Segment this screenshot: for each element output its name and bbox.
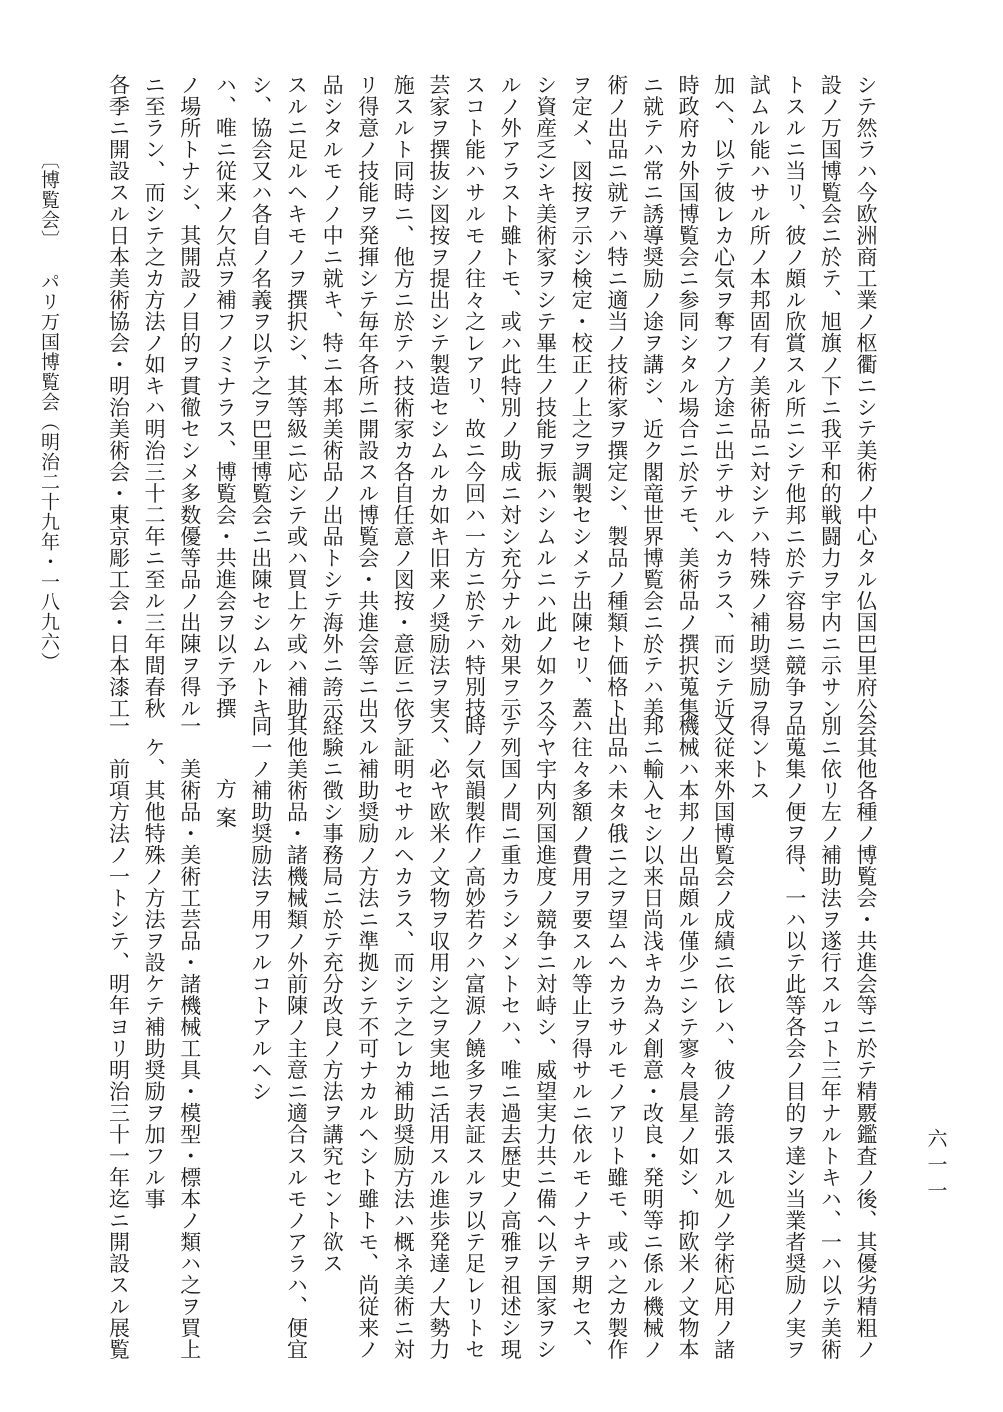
text-line: 設ノ万国博覧会ニ於テ、旭旗ノ下ニ我平和的戦闘力ヲ宇内ニ示サン: [818, 74, 843, 719]
text-line: 品蒐集ノ便ヲ得、一ハ以テ此等各会ノ目的ヲ達シ当業者奨励ノ実ヲ: [782, 715, 807, 1360]
text-line: ルノ外アラスト雖トモ、或ハ此特別ノ助成ニ対シ充分ナル効果ヲ示: [498, 74, 523, 719]
text-line: 経験ニ徴シ事務局ニ於テ充分改良ノ方法ヲ講究セント欲ス: [320, 715, 345, 1274]
text-line: リ得意ノ技能ヲ発揮シテ毎年各所ニ開設スル博覧会・共進会等ニ出: [355, 74, 380, 719]
text-line: 邦ニ輸入セシ以来日尚浅キカ為メ創意・改良・発明等ニ係ル機械ノ: [640, 715, 665, 1360]
text-line: 試ムル能ハサル所ノ本邦固有ノ美術品ニ対シテハ特殊ノ補助奨励ヲ: [747, 74, 772, 719]
text-line: ニ至ラン、而シテ之カ方法ノ如キハ明治三十二年ニ至ル三年間春秋: [142, 74, 167, 719]
text-line: 得ントス: [747, 715, 772, 801]
running-head-category: 〔博覧会〕: [38, 150, 60, 250]
text-line: 機械ハ本邦ノ出品頗ル僅少ニシテ寥々晨星ノ如シ、抑欧米ノ文物本: [676, 715, 701, 1360]
text-line: 別ニ依リ左ノ補助法ヲ遂行スルコト三年ナルトキハ、一ハ以テ美術: [818, 715, 843, 1360]
text-line: シ、協会又ハ各自ノ名義ヲ以テ之ヲ巴里博覧会ニ出陳セシムルトキ: [248, 74, 273, 719]
text-line: スル補助奨励ノ方法ニ準拠シテ不可ナカルヘシト雖トモ、尚従来ノ: [355, 715, 380, 1360]
text-line: トスルニ当リ、彼ノ頗ル欣賞スル所ニシテ他邦ニ於テ容易ニ競争ヲ: [782, 74, 807, 719]
running-head-title: パリ万国博覧会（明治二十九年・一八九六）: [38, 272, 60, 672]
text-line: ヲ証明セサルヘカラス、而シテ之レカ補助奨励方法ハ概ネ美術ニ対: [391, 715, 416, 1360]
list-item: 一 美術品・美術工芸品・諸機械工具・模型・標本ノ類ハ之ヲ買上: [177, 715, 202, 1360]
text-line: 其他美術品・諸機械類ノ外前陳ノ主意ニ適合スルモノアラハ、便宜: [284, 715, 309, 1360]
text-line: 今ヤ宇内列国進度ノ競争ニ対峙シ、威望実力共ニ備ヘ以テ国家ヲシ: [533, 715, 558, 1360]
text-line: 会其他各種ノ博覧会・共進会等ニ於テ精覈鑑査ノ後、其優劣精粗ノ: [854, 715, 878, 1360]
text-line: ヲ定メ、図按ヲ示シ検定・校正ノ上之ヲ調製セシメテ出陳セリ、蓋: [569, 74, 594, 719]
text-line: ニ就テハ常ニ誘導奨励ノ途ヲ講シ、近ク閣竜世界博覧会ニ於テハ美: [640, 74, 665, 719]
text-line: 出品ハ未タ俄ニ之ヲ望ムヘカラサルモノアリト雖モ、或ハ之カ製作: [604, 715, 629, 1360]
text-line: スコト能ハサルモノ往々之レアリ、故ニ今回ハ一方ニ於テハ特別技: [462, 74, 487, 719]
text-line: ハ往々多額ノ費用ヲ要スル等止ヲ得サルニ依ルモノナキヲ期セス、: [569, 715, 594, 1360]
text-line: ノ場所トナシ、其開設ノ目的ヲ貫徹セシメ多数優等品ノ出陳ヲ得ル: [177, 74, 202, 719]
page-number: 六一一: [924, 1128, 948, 1206]
lower-text-block: [98, 715, 883, 1360]
text-line: スルニ足ルヘキモノヲ撰択シ、其等級ニ応シテ或ハ買上ケ或ハ補助: [284, 74, 309, 719]
text-line: 芸家ヲ撰抜シ図按ヲ提出シテ製造セシムルカ如キ旧来ノ奨励法ヲ実: [426, 74, 451, 719]
text-line: 各季ニ開設スル日本美術協会・明治美術会・東京彫工会・日本漆工: [106, 74, 131, 719]
text-line: テ列国ノ間ニ重カラシメントセハ、唯ニ過去歴史ノ高雅ヲ祖述シ現: [498, 715, 523, 1360]
upper-text-block: [98, 74, 883, 719]
text-line: 加ヘ、以テ彼レカ心気ヲ奪フノ方途ニ出テサルヘカラス、而シテ近: [711, 74, 736, 719]
text-line: シテ然ラハ今欧洲商工業ノ枢衢ニシテ美術ノ中心タル仏国巴里府公: [854, 74, 878, 719]
text-line: シ資産乏シキ美術家ヲシテ畢生ノ技能ヲ振ハシムルニハ此ノ如クス: [533, 74, 558, 719]
section-heading: 方案: [213, 778, 238, 836]
list-item: 一 前項方法ノ一トシテ、明年ヨリ明治三十一年迄ニ開設スル展覧: [106, 715, 131, 1360]
running-head: [36, 150, 63, 672]
text-line: 時ノ気韻製作ノ高妙若クハ富源ノ饒多ヲ表証スルヲ以テ足レリトセ: [462, 715, 487, 1360]
text-line: 同一ノ補助奨励法ヲ用フルコトアルヘシ: [248, 715, 273, 1102]
text-line: ハ、唯ニ従来ノ欠点ヲ補フノミナラス、博覧会・共進会ヲ以テ予撰: [213, 74, 238, 719]
text-line: 施スルト同時ニ、他方ニ於テハ技術家カ各自任意ノ図按・意匠ニ依: [391, 74, 416, 719]
text-line: 品シタルモノノ中ニ就キ、特ニ本邦美術品ノ出品トシテ海外ニ誇示: [320, 74, 345, 719]
text-line: ス、必ヤ欧米ノ文物ヲ収用シ之ヲ実地ニ活用スル進歩発達ノ大勢力: [426, 715, 451, 1360]
text-line: 時政府カ外国博覧会ニ参同シタル場合ニ於テモ、美術品ノ撰択蒐集: [676, 74, 701, 719]
list-item: ケ、其他特殊ノ方法ヲ設ケテ補助奨励ヲ加フル事: [142, 715, 167, 1210]
text-line: 又従来外国博覧会ノ成績ニ依レハ、彼ノ誇張スル処ノ学術応用ノ諸: [711, 715, 736, 1360]
text-line: 術ノ出品ニ就テハ特ニ適当ノ技術家ヲ撰定シ、製品ノ種類ト価格ト: [604, 74, 629, 719]
